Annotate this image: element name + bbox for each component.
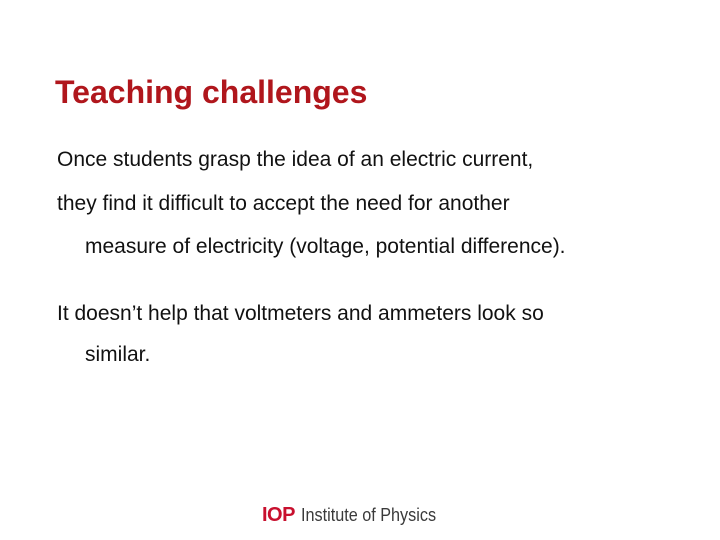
body-line: Once students grasp the idea of an electric current, [57,148,534,171]
body-line: they find it difficult to accept the need for another [57,192,510,215]
body-line: It doesn’t help that voltmeters and ammeters look so [57,302,544,325]
iop-logo [262,503,451,527]
slide-title: Teaching challenges [55,74,368,110]
body-line: similar. [85,343,151,366]
iop-logo-mark: IOP [262,503,295,526]
institute-name: Institute of Physics [300,504,437,525]
body-line: measure of electricity (voltage, potential difference). [85,235,566,258]
